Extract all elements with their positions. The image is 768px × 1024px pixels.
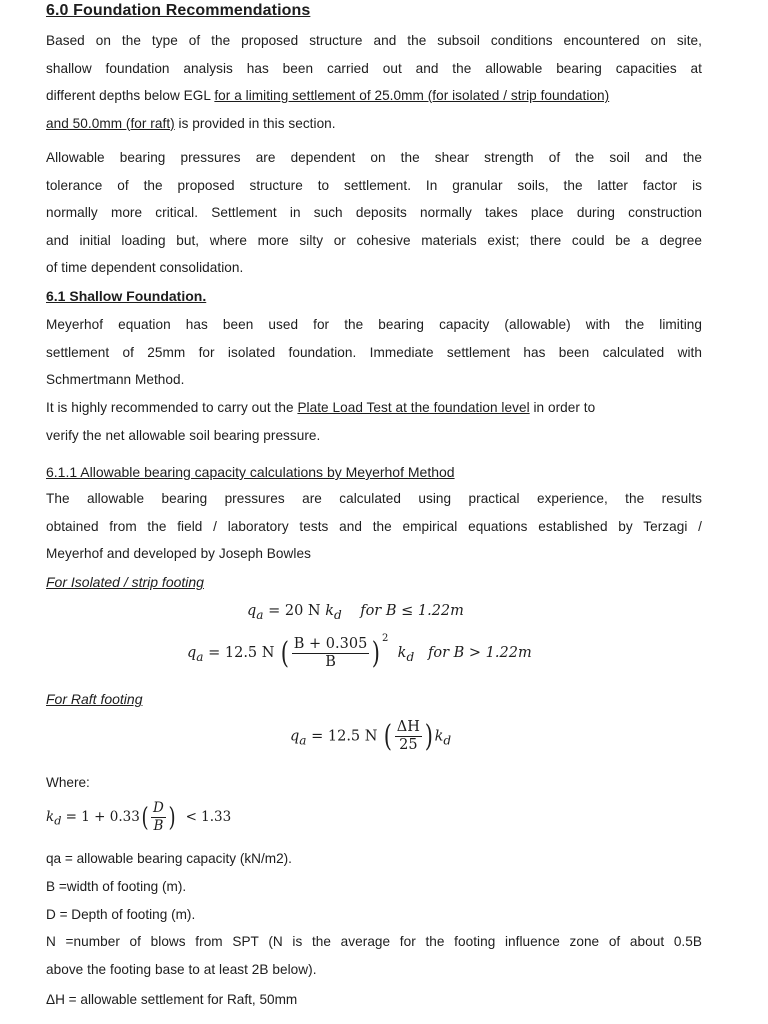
text-line: Meyerhof equation has been used for the bearing capacity (allowable) with the limiting	[46, 317, 702, 332]
text-line: obtained from the field / laboratory tests and the empirical equations established by Terzagi /	[46, 518, 702, 534]
definition-qa: qa = allowable bearing capacity (kN/m2).	[46, 851, 292, 866]
eq-symbol: q	[290, 728, 300, 745]
text-line: and initial loading but, where more silty or cohesive materials exist; there could be a degree	[46, 232, 702, 248]
equation-isolated-large-b	[187, 633, 532, 671]
section-title-6-1-1: 6.1.1 Allowable bearing capacity calculations by Meyerhof Method	[46, 464, 455, 480]
underlined-text: and 50.0mm (for raft)	[46, 115, 175, 131]
definition-delta-h: ΔH = allowable settlement for Raft, 50mm	[46, 992, 298, 1007]
definition-n	[46, 928, 702, 983]
eq-expression: = 12.5 N	[203, 645, 280, 661]
where-label: Where:	[46, 775, 90, 790]
close-paren: )	[168, 802, 176, 833]
fraction-numerator: ΔH	[396, 719, 420, 735]
definition-b: B =width of footing (m).	[46, 879, 187, 894]
text-line: Allowable bearing pressures are dependent on the shear strength of the soil and the	[46, 150, 702, 165]
underlined-text: for a limiting settlement of 25.0mm (for isolated / strip foundation)	[214, 88, 610, 103]
text-line	[46, 110, 702, 138]
equation-raft	[290, 719, 451, 754]
raft-footing-label: For Raft footing	[46, 691, 143, 707]
paragraph-allowable-pressures	[46, 485, 702, 568]
close-paren: )	[424, 719, 433, 754]
fraction	[395, 719, 422, 754]
text-line: shallow foundation analysis has been carried out and the allowable bearing capacities at	[46, 60, 702, 76]
text-line: Based on the type of the proposed structure and the subsoil conditions encountered on site,	[46, 33, 702, 48]
equation-depth-factor	[46, 800, 231, 835]
eq-subscript: d	[54, 814, 62, 828]
text-run: is provided in this section.	[174, 115, 336, 131]
text-line	[46, 82, 702, 110]
paragraph-foundation-intro	[46, 27, 702, 137]
fraction	[151, 800, 166, 835]
underlined-text: Plate Load Test at the foundation level	[297, 400, 530, 415]
text-line: settlement of 25mm for isolated foundation. Immediate settlement has been calculated with	[46, 344, 702, 360]
text-run: in order to	[529, 400, 596, 415]
text-line: tolerance of the proposed structure to settlement. In granular soils, the latter factor is	[46, 177, 702, 193]
paragraph-bearing-pressures	[46, 144, 702, 282]
eq-symbol: q	[187, 645, 197, 661]
text-line: of time dependent consolidation.	[46, 260, 244, 275]
section-title-6-1: 6.1 Shallow Foundation.	[46, 288, 207, 304]
paragraph-meyerhof-equation	[46, 311, 702, 394]
eq-condition: for B ≤ 1.22m	[360, 603, 464, 619]
text-line: normally more critical. Settlement in such deposits normally takes place during construction	[46, 205, 702, 220]
open-paren: (	[141, 802, 149, 833]
close-paren: )	[372, 635, 381, 671]
equation-isolated-small-b	[247, 603, 464, 622]
eq-subscript: d	[406, 649, 415, 664]
eq-expression: = 12.5 N	[306, 728, 383, 745]
text-line: The allowable bearing pressures are calculated using practical experience, the results	[46, 491, 702, 506]
text-line: N =number of blows from SPT (N is the average for the footing influence zone of about 0.5B	[46, 934, 702, 949]
definition-d: D = Depth of footing (m).	[46, 907, 196, 922]
fraction-denominator: B	[325, 653, 336, 670]
eq-symbol: q	[247, 603, 257, 619]
eq-subscript: d	[334, 607, 342, 622]
eq-symbol: k	[46, 809, 55, 825]
eq-condition: < 1.33	[185, 809, 232, 825]
eq-subscript: a	[196, 649, 204, 664]
eq-condition: for B > 1.22m	[428, 645, 532, 661]
eq-symbol: k	[434, 728, 444, 745]
text-run: It is highly recommended to carry out the	[46, 400, 298, 415]
open-paren: (	[383, 719, 393, 754]
text-line: Schmertmann Method.	[46, 372, 185, 387]
text-line: above the footing base to at least 2B below).	[46, 961, 317, 977]
text-run: different depths below EGL	[46, 88, 215, 103]
eq-subscript: d	[443, 733, 452, 748]
eq-expression: = 20 N	[263, 603, 326, 619]
fraction-numerator: D	[152, 800, 164, 816]
text-line: Meyerhof and developed by Joseph Bowles	[46, 546, 311, 561]
eq-subscript: a	[299, 733, 307, 748]
text-line: verify the net allowable soil bearing pressure.	[46, 427, 321, 443]
paragraph-plate-load-test	[46, 394, 702, 449]
eq-expression: = 1 + 0.33	[61, 809, 140, 825]
fraction-numerator: B + 0.305	[293, 635, 368, 652]
text-line	[46, 394, 702, 422]
exponent: 2	[382, 633, 389, 644]
section-title-6-0: 6.0 Foundation Recommendations	[46, 2, 311, 19]
isolated-footing-label: For Isolated / strip footing	[46, 574, 204, 590]
fraction-denominator: B	[153, 818, 164, 834]
eq-subscript: a	[256, 607, 264, 622]
open-paren: (	[280, 635, 290, 671]
fraction-denominator: 25	[399, 737, 418, 753]
eq-symbol: k	[397, 645, 407, 661]
fraction	[292, 636, 370, 671]
eq-symbol: k	[325, 603, 335, 619]
